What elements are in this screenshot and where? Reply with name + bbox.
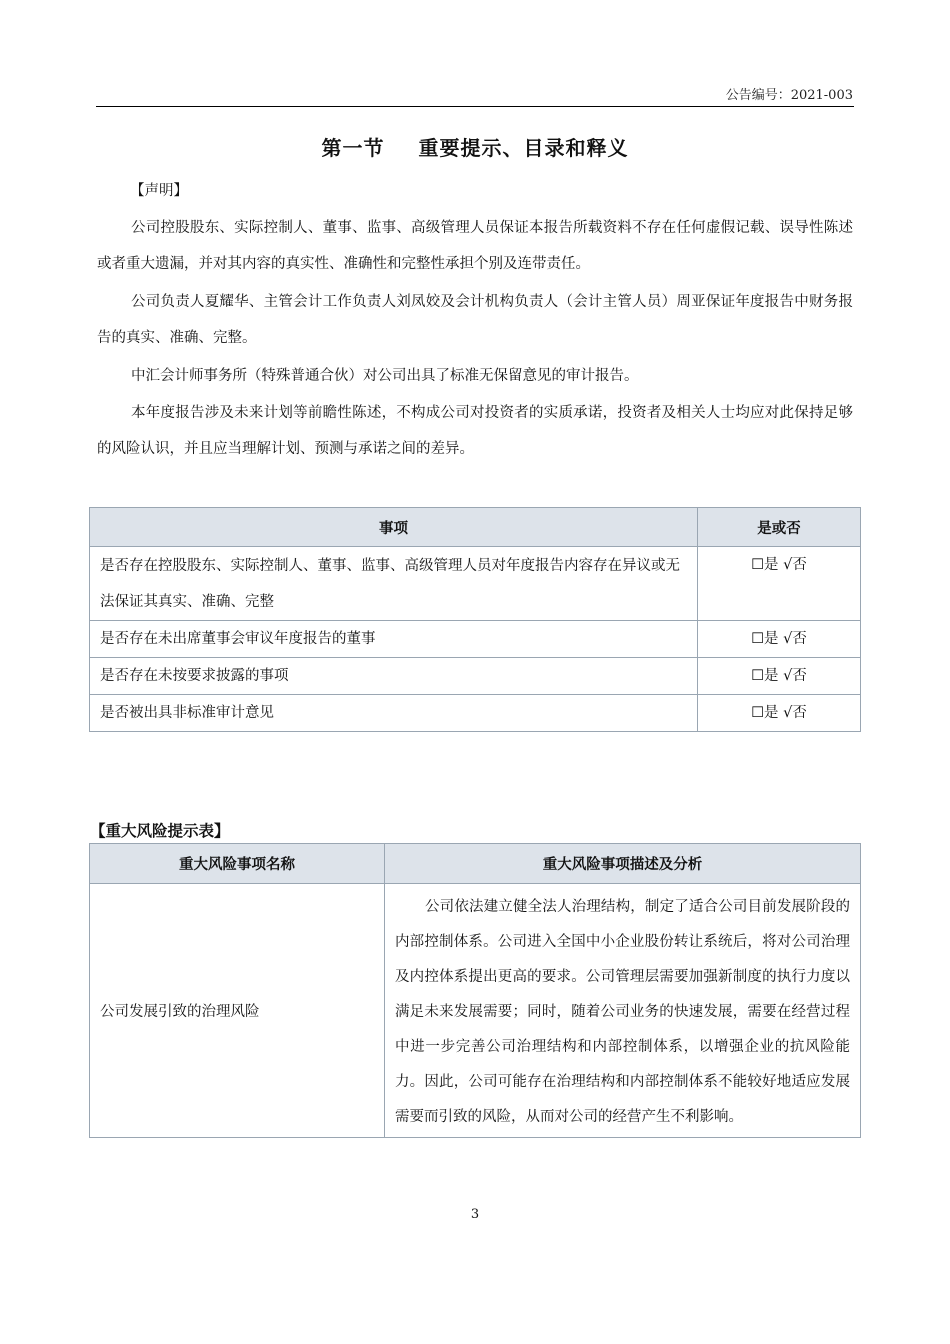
declaration-paragraph: 本年度报告涉及未来计划等前瞻性陈述，不构成公司对投资者的实质承诺，投资者及相关人士均应对此保持足够的风险认识，并且应当理解计划、预测与承诺之间的差异。	[97, 405, 853, 457]
table-row	[90, 621, 861, 658]
column-header-item: 事项	[90, 508, 698, 547]
matter-item: 是否存在未出席董事会审议年度报告的董事	[90, 621, 698, 658]
table-header-row	[90, 844, 861, 884]
declaration-paragraph: 中汇会计师事务所（特殊普通合伙）对公司出具了标准无保留意见的审计报告。	[131, 368, 639, 384]
matter-item: 是否被出具非标准审计意见	[90, 695, 698, 732]
section-heading: 重要提示、目录和释义	[418, 136, 629, 160]
table-row	[90, 884, 861, 1138]
column-header-risk-name: 重大风险事项名称	[90, 844, 385, 884]
declaration-paragraph: 公司负责人夏耀华、主管会计工作负责人刘凤姣及会计机构负责人（会计主管人员）周亚保证年度报告中财务报告的真实、准确、完整。	[97, 294, 853, 346]
matter-answer: ☐是 √否	[698, 695, 861, 732]
risk-table	[89, 843, 861, 1138]
table-row	[90, 695, 861, 732]
matters-table	[89, 507, 861, 732]
section-number: 第一节	[321, 136, 385, 160]
table-header-row	[90, 508, 861, 547]
section-title	[0, 132, 950, 161]
column-header-yes-no: 是或否	[698, 508, 861, 547]
column-header-risk-description: 重大风险事项描述及分析	[385, 844, 861, 884]
matter-item: 是否存在未按要求披露的事项	[90, 658, 698, 695]
table-row	[90, 547, 861, 621]
risk-description: 公司依法建立健全法人治理结构，制定了适合公司目前发展阶段的内部控制体系。公司进入全国中小企业股份转让系统后，将对公司治理及内控体系提出更高的要求。公司管理层需要加强新制度的执行力度以满足未来发展需要；同时，随着公司业务的快速发展，需要在经营过程中进一步完善公司治理结构和内部控制体系，以增强企业的抗风险能力。因此，公司可能存在治理结构和内部控制体系不能较好地适应发展需要而引致的风险，从而对公司的经营产生不利影响。	[385, 884, 861, 1138]
matter-answer: ☐是 √否	[698, 547, 861, 621]
announcement-code: 公告编号：2021-003	[725, 88, 853, 103]
matter-item: 是否存在控股股东、实际控制人、董事、监事、高级管理人员对年度报告内容存在异议或无法保证其真实、准确、完整	[90, 547, 698, 621]
risk-table-title: 【重大风险提示表】	[90, 822, 230, 840]
page-number: 3	[470, 1207, 480, 1222]
matter-answer: ☐是 √否	[698, 658, 861, 695]
matter-answer: ☐是 √否	[698, 621, 861, 658]
risk-name: 公司发展引致的治理风险	[90, 884, 385, 1138]
declaration-paragraph: 公司控股股东、实际控制人、董事、监事、高级管理人员保证本报告所载资料不存在任何虚假记载、误导性陈述或者重大遗漏，并对其内容的真实性、准确性和完整性承担个别及连带责任。	[97, 220, 853, 272]
table-row	[90, 658, 861, 695]
declaration-label: 【声明】	[130, 183, 188, 199]
header-divider	[96, 106, 854, 107]
